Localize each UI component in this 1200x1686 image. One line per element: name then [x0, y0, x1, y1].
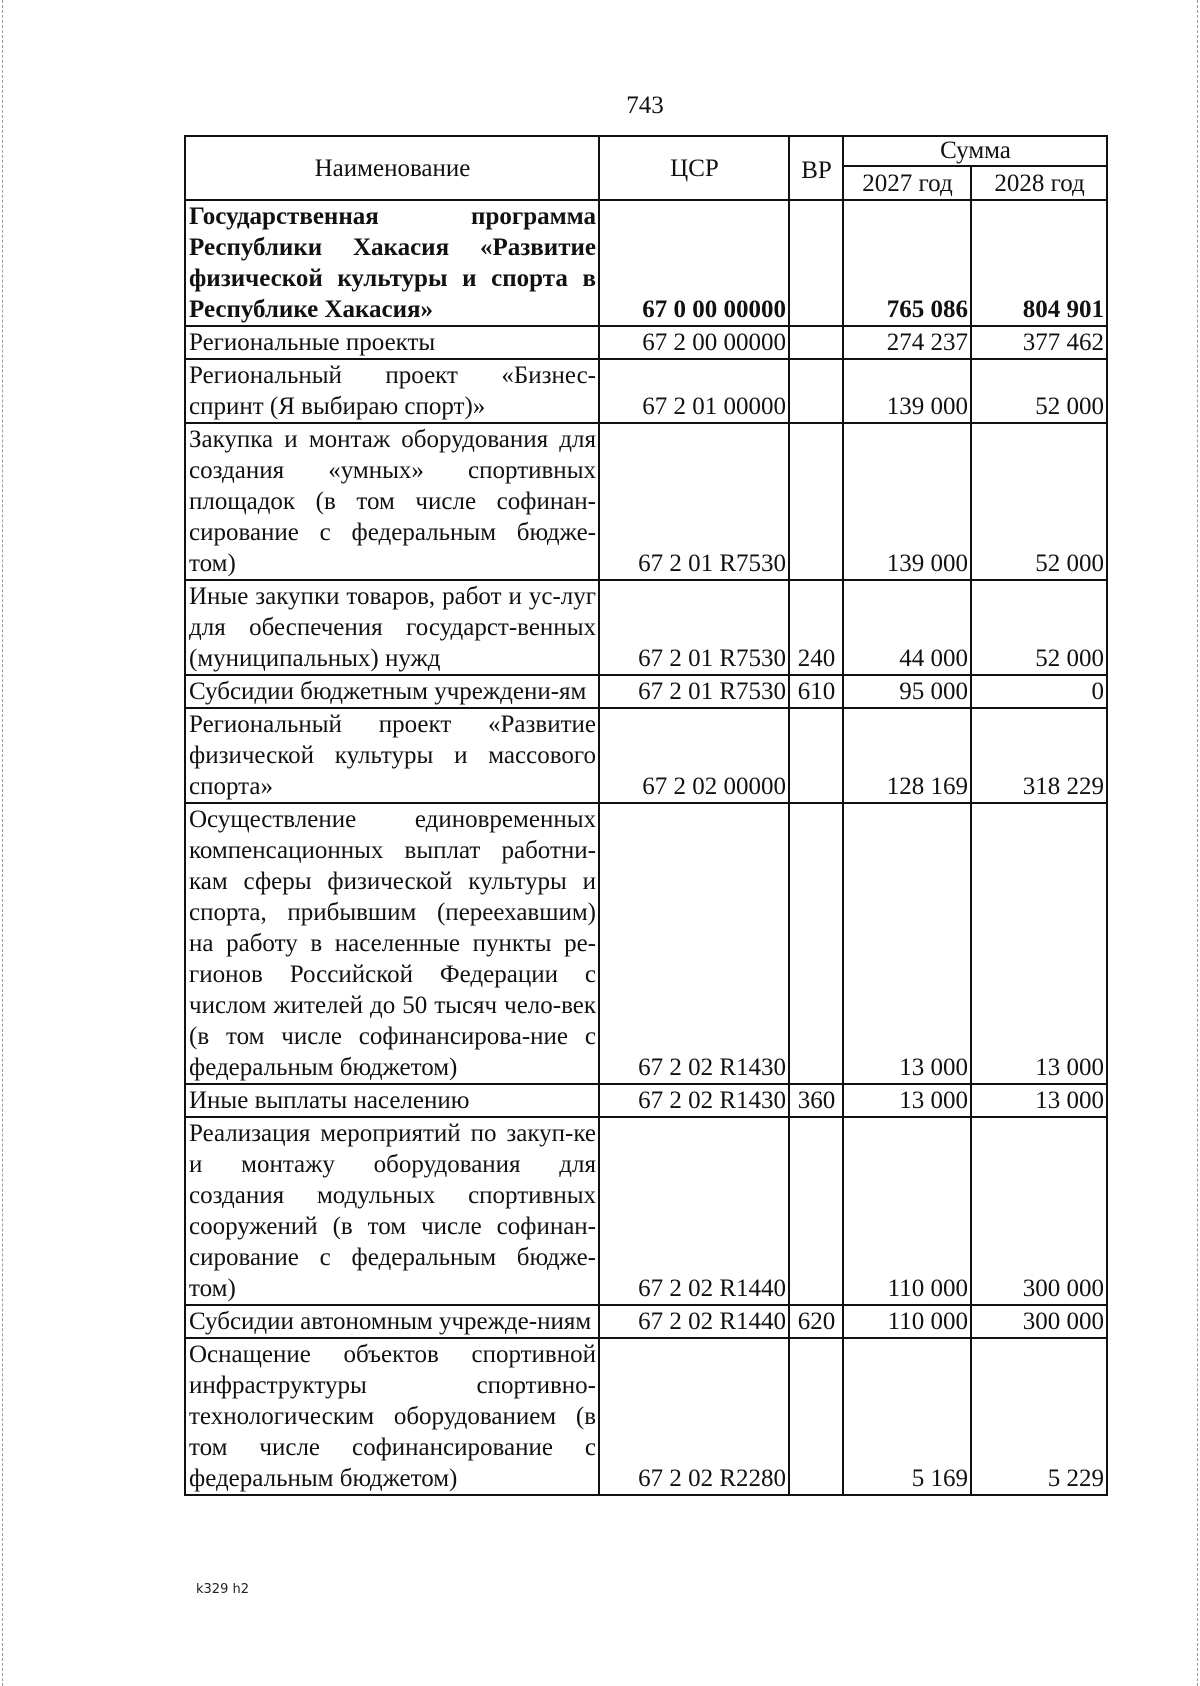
table-row — [185, 1305, 1107, 1338]
row-vr — [789, 200, 843, 326]
header-name: Наименование — [185, 136, 599, 200]
row-sum-2027: 128 169 — [843, 708, 971, 803]
row-csr: 67 2 02 R1430 — [599, 803, 789, 1084]
row-vr — [789, 326, 843, 359]
row-csr: 67 2 02 R1440 — [599, 1117, 789, 1305]
row-name: Иные закупки товаров, работ и ус-луг для обеспечения государст-венных (муниципальных) нужд — [185, 580, 599, 675]
row-sum-2028: 52 000 — [971, 423, 1107, 580]
row-sum-2028: 318 229 — [971, 708, 1107, 803]
table-row — [185, 1338, 1107, 1495]
row-vr — [789, 708, 843, 803]
row-sum-2028: 52 000 — [971, 580, 1107, 675]
table-header — [185, 136, 1107, 200]
table-row — [185, 708, 1107, 803]
table-row — [185, 803, 1107, 1084]
row-sum-2028: 300 000 — [971, 1305, 1107, 1338]
row-name: Региональный проект «Развитие физической культуры и массового спорта» — [185, 708, 599, 803]
row-vr: 610 — [789, 675, 843, 708]
table-row — [185, 580, 1107, 675]
row-csr: 67 2 02 00000 — [599, 708, 789, 803]
table-row — [185, 423, 1107, 580]
row-name: Региональный проект «Бизнес-спринт (Я выбираю спорт)» — [185, 359, 599, 423]
row-csr: 67 2 01 R7530 — [599, 580, 789, 675]
row-csr: 67 2 02 R1440 — [599, 1305, 789, 1338]
row-vr: 360 — [789, 1084, 843, 1117]
header-sum: Сумма — [843, 136, 1107, 166]
row-csr: 67 0 00 00000 — [599, 200, 789, 326]
table-row — [185, 675, 1107, 708]
row-sum-2027: 44 000 — [843, 580, 971, 675]
row-sum-2027: 95 000 — [843, 675, 971, 708]
row-sum-2028: 13 000 — [971, 803, 1107, 1084]
row-csr: 67 2 01 R7530 — [599, 675, 789, 708]
row-name: Государственная программа Республики Хакасия «Развитие физической культуры и спорта в Республике Хакасия» — [185, 200, 599, 326]
header-csr: ЦСР — [599, 136, 789, 200]
row-sum-2028: 5 229 — [971, 1338, 1107, 1495]
footer-document-code: k329 h2 — [196, 1582, 249, 1597]
row-sum-2027: 5 169 — [843, 1338, 971, 1495]
header-year-2028: 2028 год — [971, 166, 1107, 200]
row-vr — [789, 1338, 843, 1495]
row-sum-2027: 110 000 — [843, 1305, 971, 1338]
row-name: Региональные проекты — [185, 326, 599, 359]
table-body — [185, 200, 1107, 1495]
row-sum-2027: 13 000 — [843, 1084, 971, 1117]
row-csr: 67 2 02 R2280 — [599, 1338, 789, 1495]
row-sum-2027: 139 000 — [843, 359, 971, 423]
row-name: Субсидии автономным учрежде-ниям — [185, 1305, 599, 1338]
header-year-2027: 2027 год — [843, 166, 971, 200]
row-sum-2027: 110 000 — [843, 1117, 971, 1305]
budget-table — [184, 135, 1108, 1496]
row-name: Субсидии бюджетным учреждени-ям — [185, 675, 599, 708]
row-sum-2028: 13 000 — [971, 1084, 1107, 1117]
row-vr — [789, 423, 843, 580]
row-sum-2028: 300 000 — [971, 1117, 1107, 1305]
row-sum-2028: 377 462 — [971, 326, 1107, 359]
table-row — [185, 359, 1107, 423]
page-number: 743 — [626, 92, 664, 119]
right-scan-edge — [1197, 0, 1198, 1686]
row-vr — [789, 359, 843, 423]
row-name: Закупка и монтаж оборудования для создания «умных» спортивных площадок (в том числе софинан-сирование с федеральным бюдже-том) — [185, 423, 599, 580]
row-csr: 67 2 00 00000 — [599, 326, 789, 359]
row-sum-2027: 13 000 — [843, 803, 971, 1084]
row-name: Иные выплаты населению — [185, 1084, 599, 1117]
row-vr: 620 — [789, 1305, 843, 1338]
row-name: Оснащение объектов спортивной инфраструктуры спортивно-технологическим оборудованием (в том числе софинансирование с федеральным бюджетом) — [185, 1338, 599, 1495]
row-csr: 67 2 01 R7530 — [599, 423, 789, 580]
row-sum-2027: 765 086 — [843, 200, 971, 326]
row-name: Реализация мероприятий по закуп-ке и монтажу оборудования для создания модульных спортивных сооружений (в том числе софинан-сирование с федеральным бюдже-том) — [185, 1117, 599, 1305]
row-sum-2027: 139 000 — [843, 423, 971, 580]
table-row — [185, 200, 1107, 326]
table-row — [185, 326, 1107, 359]
header-vr: ВР — [789, 136, 843, 200]
row-sum-2028: 0 — [971, 675, 1107, 708]
row-csr: 67 2 02 R1430 — [599, 1084, 789, 1117]
row-vr — [789, 803, 843, 1084]
table-row — [185, 1117, 1107, 1305]
row-csr: 67 2 01 00000 — [599, 359, 789, 423]
table-row — [185, 1084, 1107, 1117]
row-sum-2027: 274 237 — [843, 326, 971, 359]
left-scan-edge — [2, 0, 3, 1686]
row-name: Осуществление единовременных компенсационных выплат работни-кам сферы физической культуры и спорта, прибывшим (переехавшим) на работу в населенные пункты ре-гионов Российской Федерации с числом жителей до 50 тысяч чело-век (в том числе софинансирова-ние с федеральным бюджетом) — [185, 803, 599, 1084]
row-vr: 240 — [789, 580, 843, 675]
row-sum-2028: 52 000 — [971, 359, 1107, 423]
row-sum-2028: 804 901 — [971, 200, 1107, 326]
row-vr — [789, 1117, 843, 1305]
